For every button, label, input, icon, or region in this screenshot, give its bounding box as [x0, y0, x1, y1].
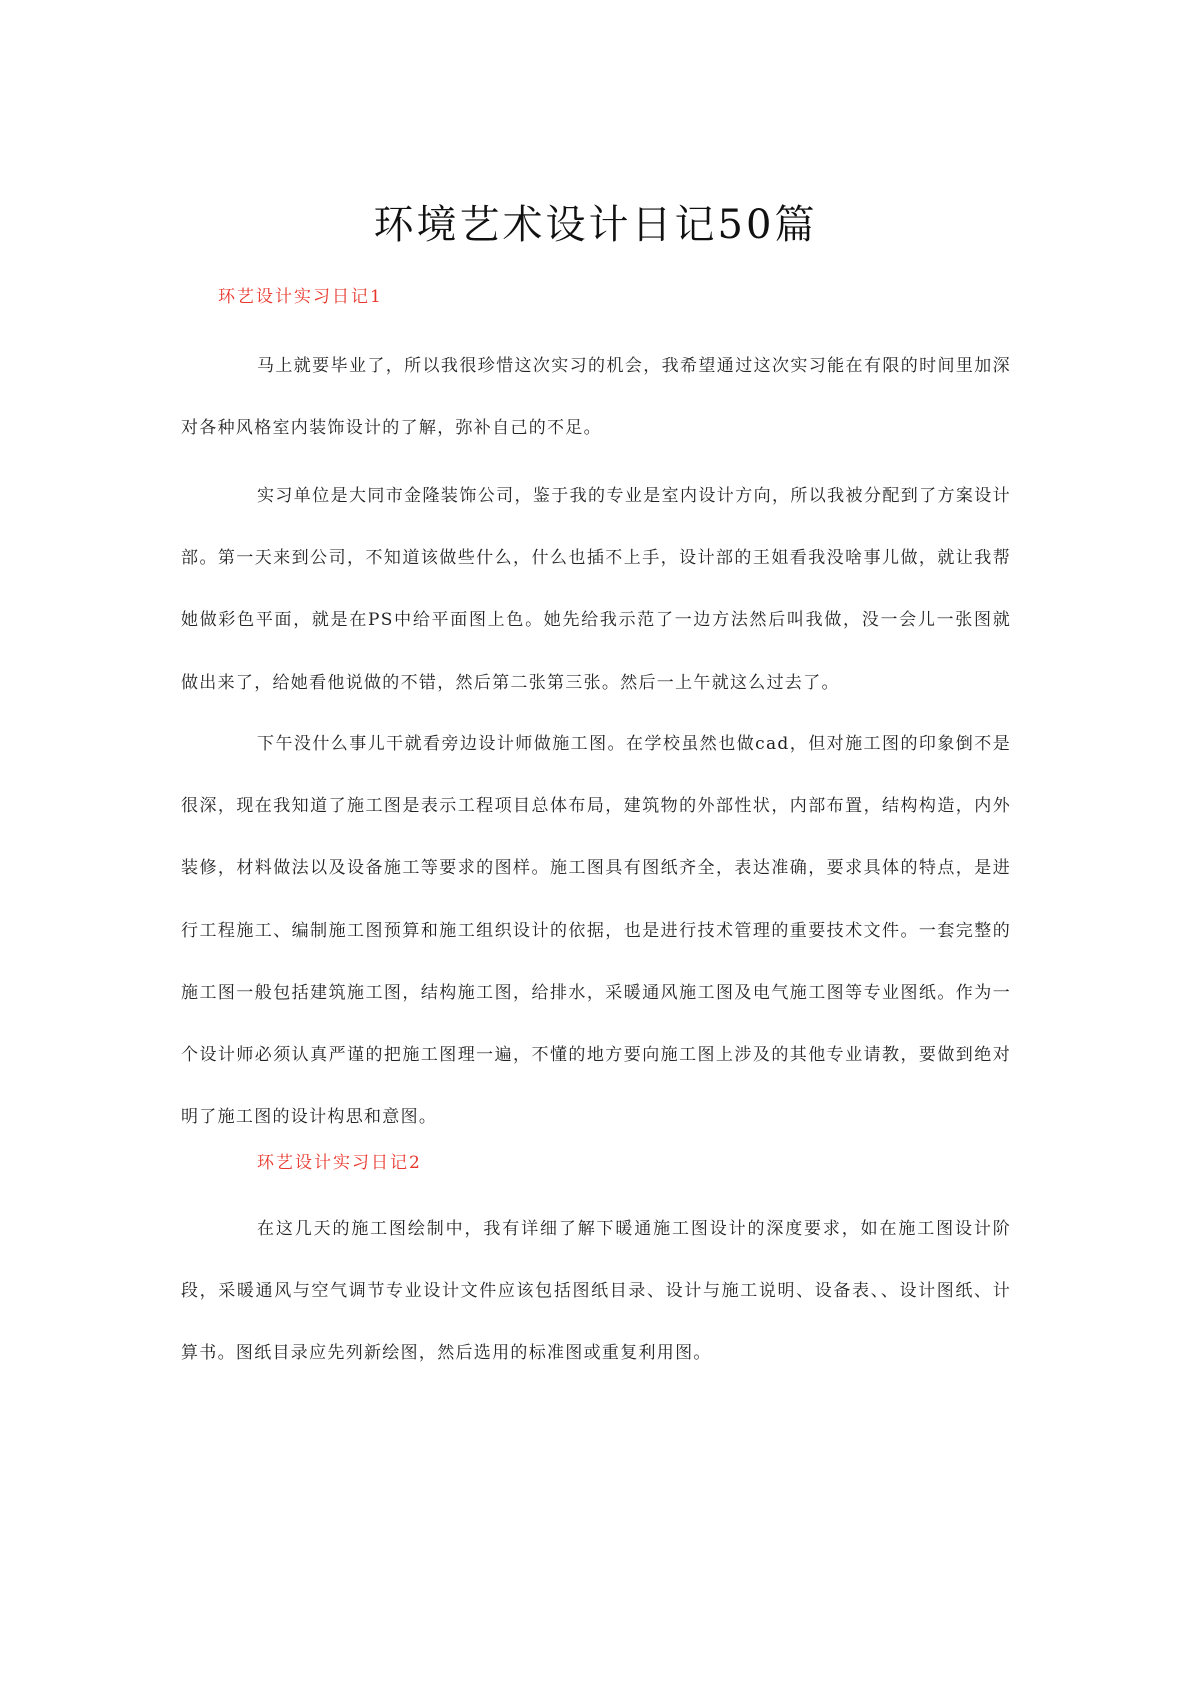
- section-heading-2: 环艺设计实习日记2: [257, 1153, 422, 1173]
- section-1-paragraph-2: 实习单位是大同市金隆装饰公司，鉴于我的专业是室内设计方向，所以我被分配到了方案设计部。第一天来到公司，不知道该做些什么，什么也插不上手，设计部的王姐看我没啥事儿做，就让我帮她做彩色平面，就是在PS中给平面图上色。她先给我示范了一边方法然后叫我做，没一会儿一张图就做出来了，给她看他说做的不错，然后第二张第三张。然后一上午就这么过去了。: [181, 486, 1011, 693]
- section-1-paragraph-3: 下午没什么事儿干就看旁边设计师做施工图。在学校虽然也做cad，但对施工图的印象倒不是很深，现在我知道了施工图是表示工程项目总体布局，建筑物的外部性状，内部布置，结构构造，内外装修，材料做法以及设备施工等要求的图样。施工图具有图纸齐全，表达准确，要求具体的特点，是进行工程施工、编制施工图预算和施工组织设计的依据，也是进行技术管理的重要技术文件。一套完整的施工图一般包括建筑施工图，结构施工图，给排水，采暖通风施工图及电气施工图等专业图纸。作为一个设计师必须认真严谨的把施工图理一遍，不懂的地方要向施工图上涉及的其他专业请教，要做到绝对明了施工图的设计构思和意图。: [181, 734, 1011, 1128]
- section-heading-1: 环艺设计实习日记1: [218, 287, 383, 307]
- document-title: 环境艺术设计日记50篇: [373, 201, 818, 248]
- section-1-paragraph-1: 马上就要毕业了，所以我很珍惜这次实习的机会，我希望通过这次实习能在有限的时间里加深对各种风格室内装饰设计的了解，弥补自己的不足。: [181, 356, 1011, 439]
- section-2-paragraph-1: 在这几天的施工图绘制中，我有详细了解下暖通施工图设计的深度要求，如在施工图设计阶段，采暖通风与空气调节专业设计文件应该包括图纸目录、设计与施工说明、设备表、、设计图纸、计算书。图纸目录应先列新绘图，然后选用的标准图或重复利用图。: [181, 1219, 1011, 1364]
